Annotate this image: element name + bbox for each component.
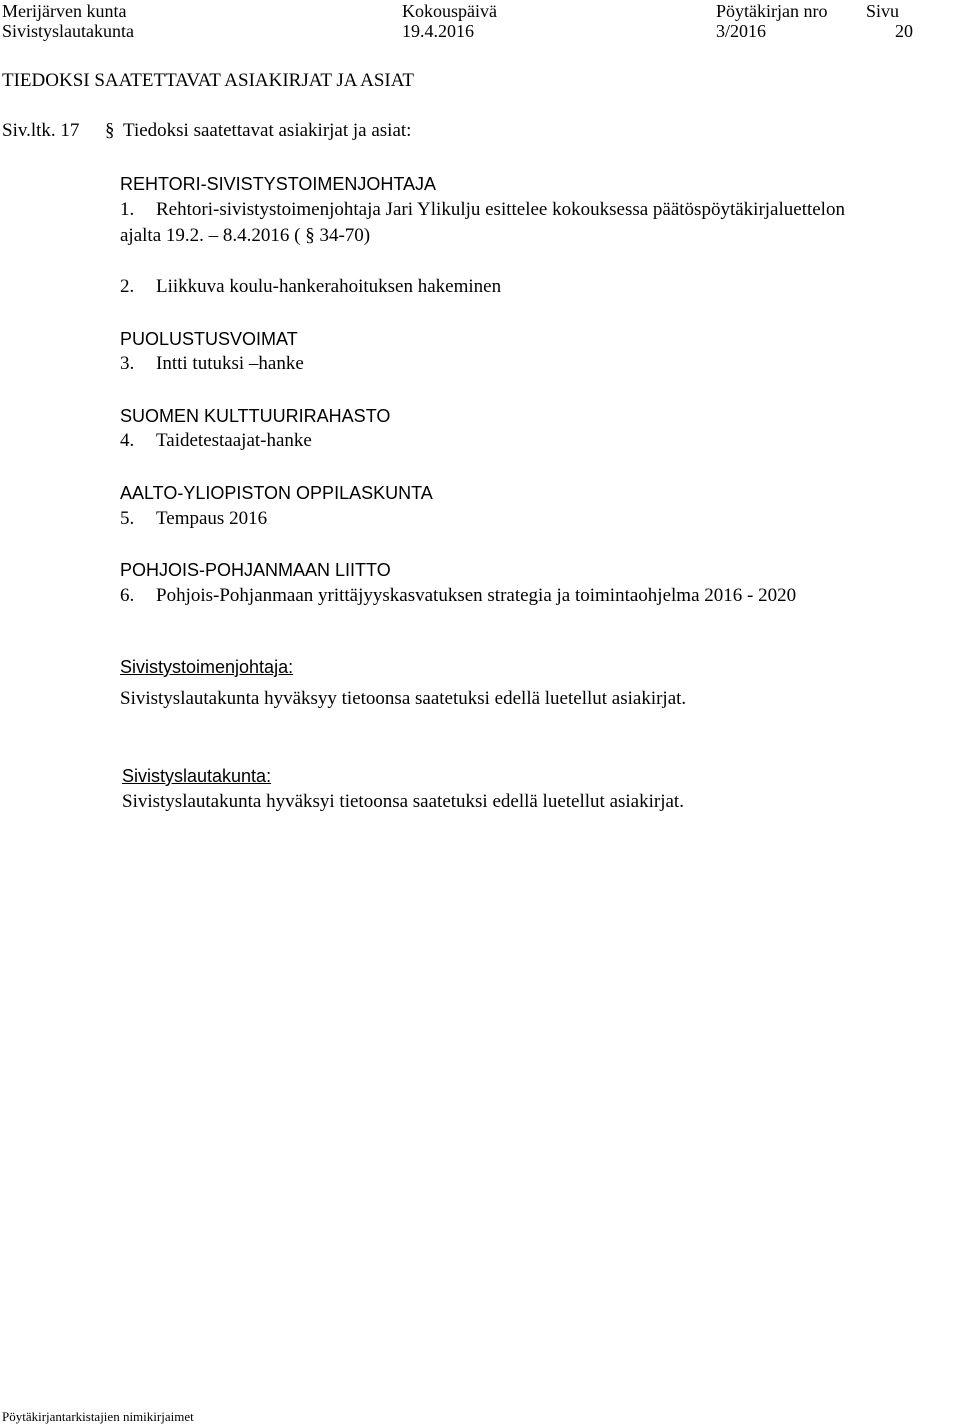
decision-label: Sivistyslautakunta: <box>122 766 272 786</box>
header-municipality: Merijärven kunta <box>2 1 127 21</box>
item-text-continued: ajalta 19.2. – 8.4.2016 ( § 34-70) <box>120 225 371 246</box>
proposal-text: Sivistyslautakunta hyväksyy tietoonsa saatetuksi edellä luetellut asiakirjat. <box>120 688 687 709</box>
footer-signatures: Pöytäkirjantarkistajien nimikirjaimet <box>2 1409 194 1424</box>
org-heading: POHJOIS-POHJANMAAN LIITTO <box>120 560 391 580</box>
item-number: 2. <box>120 276 135 297</box>
section-symbol: § <box>105 120 115 141</box>
item-text: Rehtori-sivistystoimenjohtaja Jari Ylikulju esittelee kokouksessa päätöspöytäkirjaluettelon <box>156 199 845 220</box>
org-heading: PUOLUSTUSVOIMAT <box>120 329 298 349</box>
org-heading: REHTORI-SIVISTYSTOIMENJOHTAJA <box>120 174 437 194</box>
section-heading: Tiedoksi saatettavat asiakirjat ja asiat: <box>123 120 412 141</box>
section-number: Siv.ltk. 17 <box>2 120 80 141</box>
item-number: 1. <box>120 199 135 220</box>
header-minutes-no-label: Pöytäkirjan nro <box>716 1 828 21</box>
decision-text: Sivistyslautakunta hyväksyi tietoonsa saatetuksi edellä luetellut asiakirjat. <box>122 791 684 812</box>
item-number: 3. <box>120 353 135 374</box>
header-page-number: 20 <box>895 21 913 41</box>
item-text: Taidetestaajat-hanke <box>156 430 312 451</box>
header-meeting-date: 19.4.2016 <box>402 21 474 41</box>
page-title: TIEDOKSI SAATETTAVAT ASIAKIRJAT JA ASIAT <box>2 70 414 91</box>
item-number: 4. <box>120 430 135 451</box>
header-meeting-date-label: Kokouspäivä <box>402 1 497 21</box>
item-number: 5. <box>120 508 135 529</box>
item-text: Liikkuva koulu-hankerahoituksen hakeminen <box>156 276 502 297</box>
item-text: Pohjois-Pohjanmaan yrittäjyyskasvatuksen strategia ja toimintaohjelma 2016 - 2020 <box>156 585 797 606</box>
item-text: Intti tutuksi –hanke <box>156 353 304 374</box>
org-heading: SUOMEN KULTTUURIRAHASTO <box>120 406 391 426</box>
header-minutes-no: 3/2016 <box>716 21 767 41</box>
item-text: Tempaus 2016 <box>156 508 268 529</box>
header-committee: Sivistyslautakunta <box>2 21 134 41</box>
header-page-label: Sivu <box>866 1 900 21</box>
item-number: 6. <box>120 585 135 606</box>
proposal-label: Sivistystoimenjohtaja: <box>120 657 294 677</box>
org-heading: AALTO-YLIOPISTON OPPILASKUNTA <box>120 483 433 503</box>
